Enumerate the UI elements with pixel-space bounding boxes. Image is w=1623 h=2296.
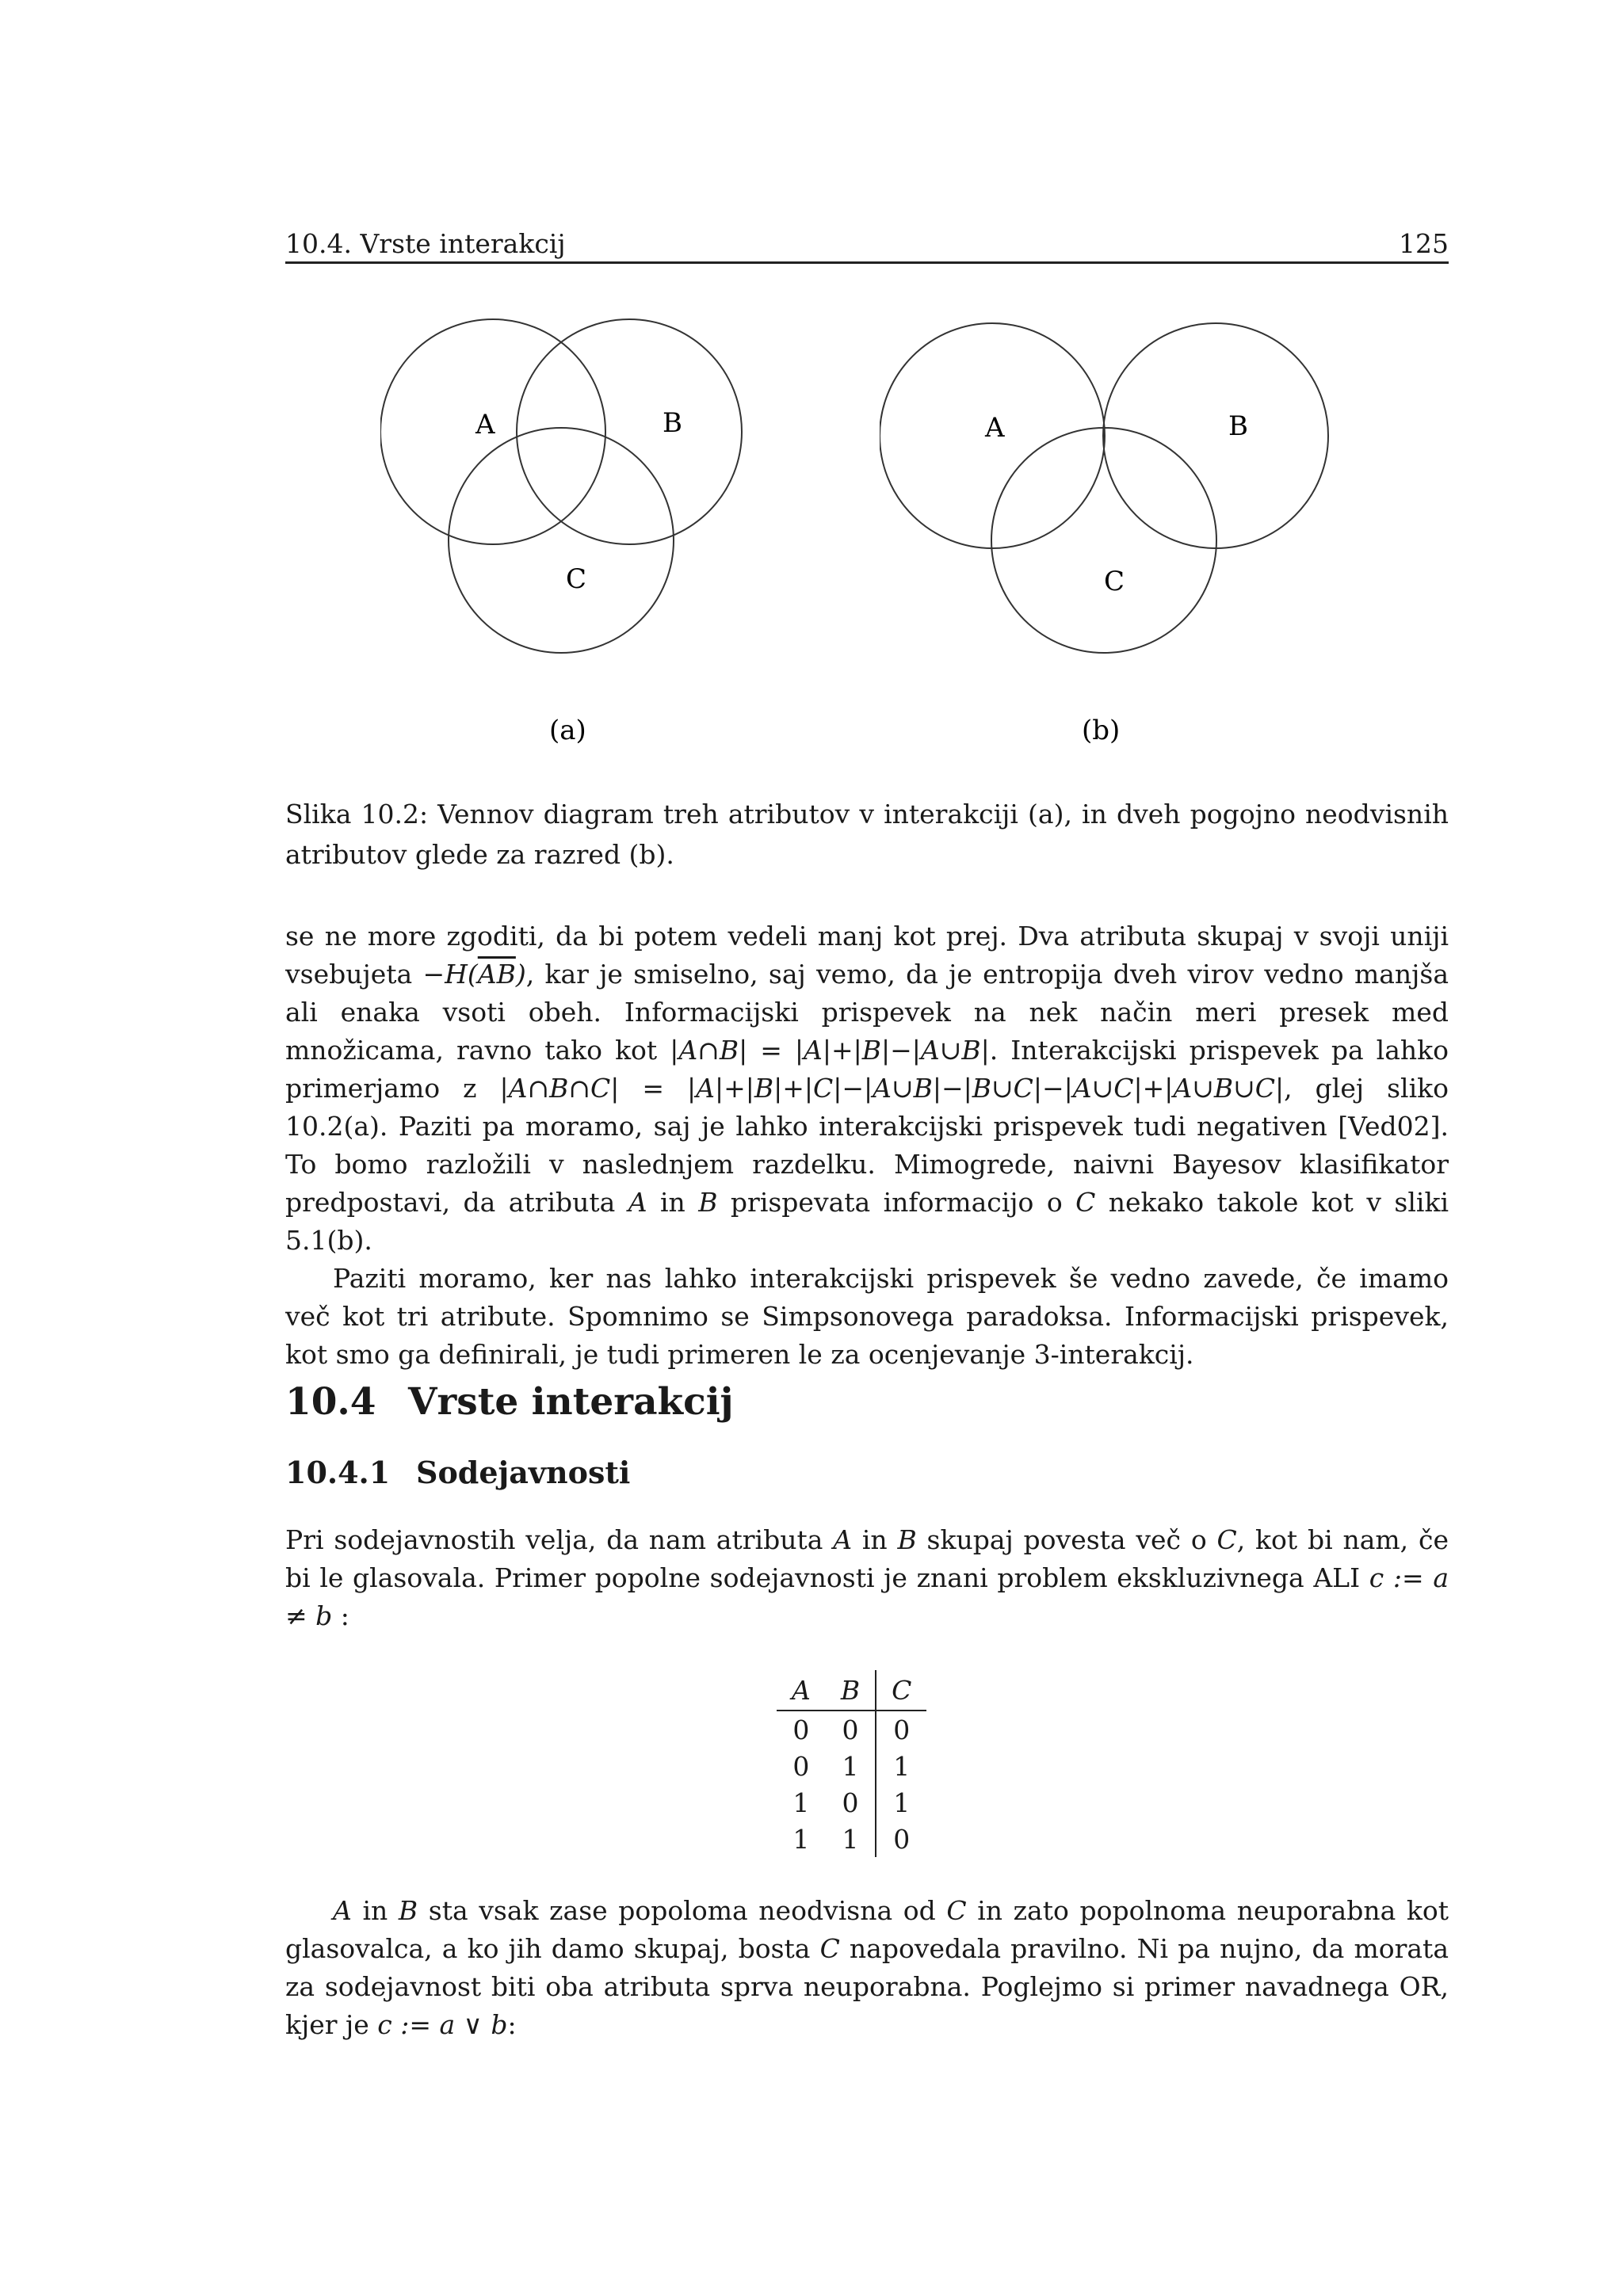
figure-caption: Slika 10.2: Vennov diagram treh atributov v interakciji (a), in dveh pogojno neodvisnih atributov glede za razred (b).: [285, 799, 1449, 870]
table-row: [777, 1821, 926, 1857]
venn-a-label-c: C: [566, 563, 587, 595]
math-inline: C: [1075, 1187, 1096, 1218]
table-header-row: [777, 1670, 926, 1711]
section-number: 10.4: [285, 1380, 376, 1424]
venn-a-label-a: A: [475, 409, 495, 441]
page-number: 125: [1399, 228, 1449, 259]
running-head: [285, 222, 1449, 264]
table-cell: 0: [792, 1750, 810, 1782]
text-run: , kot bi nam, če bi le glasovala. Primer popolne sodejavnosti je znani problem ekskluzivnega ALI: [285, 1524, 1449, 1593]
venn-b-circle-b: [1103, 323, 1328, 548]
venn-diagram-b: [880, 305, 1355, 749]
text-run: , kar je smiselno, saj vemo, da je entropija dveh virov vedno manjša ali enaka vsoti obeh. Informacijski prispevek na nek način meri presek med množicama, ravno tako kot: [285, 959, 1449, 1066]
table-cell: 1: [792, 1823, 810, 1855]
running-head-section: 10.4. Vrste interakcij: [285, 228, 566, 259]
text-run: sta vsak zase popoloma neodvisna od: [418, 1895, 947, 1926]
venn-b-label-a: A: [985, 412, 1005, 444]
venn-a-label-b: B: [663, 407, 682, 439]
body-text-2: [285, 1521, 1449, 1635]
text-run: skupaj povesta več o: [916, 1524, 1217, 1555]
math-inline: c := a ≠ b: [285, 1562, 1449, 1631]
math-run: ): [515, 959, 526, 990]
text-run: prispevata informacijo o: [717, 1187, 1076, 1218]
math-inline: A: [333, 1895, 352, 1926]
table-cell: 0: [842, 1714, 859, 1745]
text-run: , glej sliko 10.2(a). Paziti pa moramo, saj je lahko interakcijski prispevek tudi negativen [Ved02]. To bomo razložili v naslednjem razdelku. Mimogrede, naivni Bayesov klasifikator predpostavi, da atributa: [285, 1073, 1449, 1218]
table-cell: 1: [792, 1787, 810, 1818]
math-inline: B: [398, 1895, 418, 1926]
math-inline: |A∩B∩C| = |A|+|B|+|C|−|A∪B|−|B∪C|−|A∪C|+|A∪B∪C|: [499, 1073, 1285, 1104]
panel-b-sublabel: (b): [1082, 715, 1121, 746]
paragraph-4: [285, 1892, 1449, 2044]
text-run: . Interakcijski prispevek pa lahko primerjamo z: [285, 1035, 1449, 1104]
subsection-heading: [285, 1455, 630, 1490]
venn-diagram-a: [380, 305, 777, 749]
table-header-b: B: [826, 1670, 876, 1711]
math-inline: C: [946, 1895, 967, 1926]
venn-b-label-b: B: [1228, 410, 1248, 442]
math-inline: C: [1216, 1524, 1237, 1555]
text-run: nekako takole kot v sliki 5.1(b).: [285, 1187, 1449, 1256]
text-run: se ne more zgoditi, da bi potem vedeli manj kot prej. Dva atributa skupaj v svoji uniji vsebujeta: [285, 921, 1449, 990]
math-overline: $\overline{AB}$: [477, 959, 516, 990]
subsection-title: Sodejavnosti: [416, 1455, 631, 1490]
table-cell: 0: [792, 1714, 810, 1745]
venn-a-circle-b: [517, 319, 742, 544]
subsection-number: 10.4.1: [285, 1455, 391, 1490]
text-run: in zato popolnoma neuporabna kot glasovalca, a ko jih damo skupaj, bosta: [285, 1895, 1449, 1964]
paragraph-2: Paziti moramo, ker nas lahko interakcijski prispevek še vedno zavede, če imamo več kot tri atribute. Spomnimo se Simpsonovega paradoksa. Informacijski prispevek, kot smo ga definirali, je tudi primeren le za ocenjevanje 3-interakcij.: [285, 1263, 1449, 1370]
math-inline: A: [628, 1187, 647, 1218]
math-inline: A: [833, 1524, 853, 1555]
truth-table-wrapper: [777, 1670, 926, 1857]
body-text-1: [285, 917, 1449, 1374]
table-cell: 1: [842, 1750, 859, 1782]
math-inline: |A∩B| = |A|+|B|−|A∪B|: [670, 1035, 990, 1066]
text-run: in: [852, 1524, 898, 1555]
text-run: in: [647, 1187, 699, 1218]
table-row: [777, 1748, 926, 1784]
table-row: [777, 1784, 926, 1821]
math-inline: B: [897, 1524, 917, 1555]
venn-b-label-c: C: [1104, 566, 1125, 597]
table-cell: 1: [842, 1823, 859, 1855]
text-run: Pri sodejavnostih velja, da nam atributa: [285, 1524, 834, 1555]
text-run: napovedala pravilno. Ni pa nujno, da morata za sodejavnost biti oba atributa sprva neuporabna. Poglejmo si primer navadnega OR, kjer je: [285, 1933, 1449, 2040]
table-cell: 0: [876, 1821, 926, 1857]
math-run: −H(: [422, 959, 478, 990]
section-title: Vrste interakcij: [408, 1380, 734, 1424]
section-heading: [285, 1380, 734, 1424]
panel-a-sublabel: (a): [549, 715, 586, 746]
text-run: :: [507, 2009, 517, 2040]
text-run: in: [351, 1895, 399, 1926]
math-inline: c := a ∨ b: [377, 2009, 508, 2040]
math-inline: B: [698, 1187, 718, 1218]
math-inline: [422, 959, 525, 990]
table-cell: 1: [876, 1748, 926, 1784]
paragraph-1: [285, 917, 1449, 1260]
math-inline: C: [819, 1933, 840, 1964]
venn-b-circle-c: [991, 428, 1216, 653]
paragraph-3: [285, 1521, 1449, 1635]
table-cell: 0: [842, 1787, 859, 1818]
table-row: [777, 1711, 926, 1748]
truth-table: [777, 1670, 926, 1857]
text-run: :: [332, 1600, 349, 1631]
body-text-3: [285, 1892, 1449, 2044]
table-header-c: C: [876, 1670, 926, 1711]
table-cell: 1: [876, 1784, 926, 1821]
venn-a-circle-c: [449, 428, 674, 653]
table-cell: 0: [876, 1711, 926, 1748]
table-header-a: A: [777, 1670, 826, 1711]
